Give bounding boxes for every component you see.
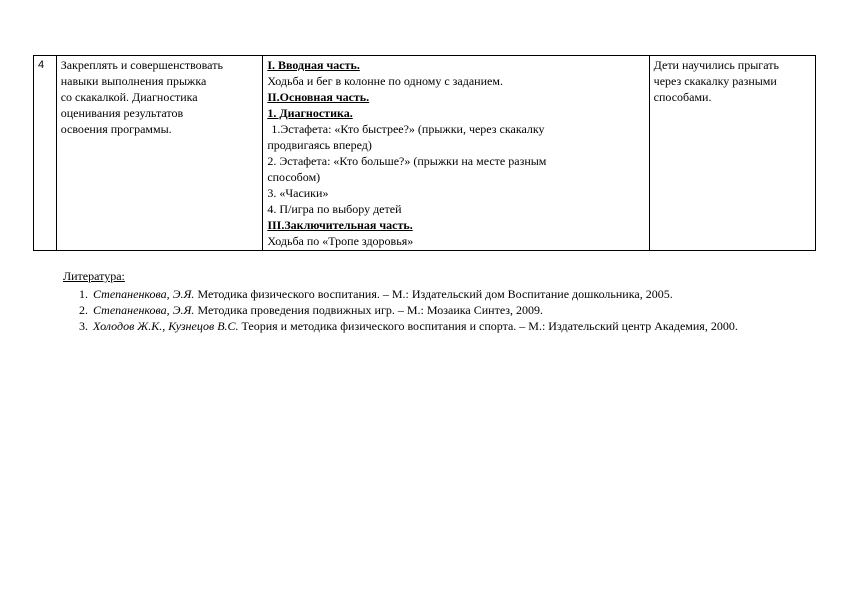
game-item: 4. П/игра по выбору детей [267, 202, 402, 216]
task-line: навыки выполнения прыжка [60, 74, 207, 88]
reference-author: Степаненкова, Э.Я. [93, 287, 195, 301]
reference-text: Теория и методика физического воспитания и спорта. – М.: Издательский центр Академия, 2000. [238, 319, 738, 333]
list-item [91, 302, 823, 318]
result-line: Дети научились прыгать [653, 58, 779, 72]
reference-text: Методика физического воспитания. – М.: Издательский дом Воспитание дошкольника, 2005. [194, 287, 673, 301]
reference-text: Методика проведения подвижных игр. – М.: Мозаика Синтез, 2009. [194, 303, 544, 317]
literature-section [63, 268, 823, 334]
relay2-line: 2. Эстафета: «Кто больше?» (прыжки на месте разным [267, 154, 547, 168]
table-row [34, 56, 816, 251]
list-item [91, 286, 823, 302]
intro-part-title: I. Вводная часть. [267, 58, 360, 72]
relay1-line: продвигаясь вперед) [267, 138, 372, 152]
literature-title: Литература: [63, 269, 125, 283]
task-line: освоения программы. [60, 122, 172, 136]
intro-part-text: Ходьба и бег в колонне по одному с заданием. [267, 74, 503, 88]
reference-author: Степаненкова, Э.Я. [93, 303, 195, 317]
row-number: 4 [38, 59, 45, 71]
final-part-title: III.Заключительная часть. [267, 218, 413, 232]
relay2-line: способом) [267, 170, 321, 184]
final-part-text: Ходьба по «Тропе здоровья» [267, 234, 414, 248]
references-list [63, 286, 823, 334]
row-number-cell [34, 56, 57, 251]
result-line: способами. [653, 90, 712, 104]
result-line: через скакалку разными [653, 74, 777, 88]
task-line: со скакалкой. Диагностика [60, 90, 198, 104]
relay1-line: 1.Эстафета: «Кто быстрее?» (прыжки, через скакалку [271, 122, 545, 136]
content-cell [263, 56, 649, 251]
task-line: Закреплять и совершенствовать [60, 58, 223, 72]
list-item [91, 318, 823, 334]
diagnostics-title: 1. Диагностика. [267, 106, 353, 120]
lesson-plan-table [33, 55, 816, 251]
task-cell [56, 56, 263, 251]
result-cell [649, 56, 815, 251]
clock-item: 3. «Часики» [267, 186, 329, 200]
task-line: оценивания результатов [60, 106, 184, 120]
reference-author: Холодов Ж.К., Кузнецов В.С. [93, 319, 239, 333]
main-part-title: II.Основная часть. [267, 90, 370, 104]
